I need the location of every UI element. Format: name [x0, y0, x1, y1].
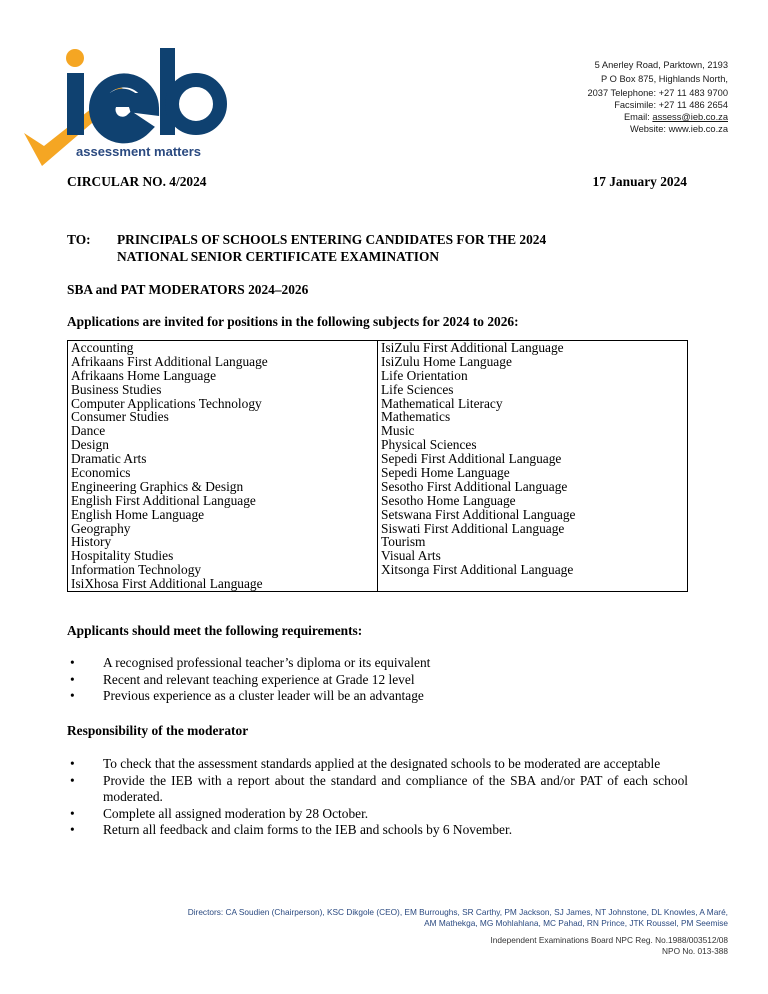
subject-item: Design — [71, 437, 109, 453]
email-line — [587, 111, 728, 123]
responsibility-list — [67, 756, 688, 839]
directors-footer — [188, 907, 728, 929]
subject-item: Business Studies — [71, 381, 162, 397]
subject-item: Afrikaans Home Language — [71, 367, 217, 383]
to-recipients — [117, 232, 546, 265]
subject-item: Siswati First Additional Language — [381, 520, 565, 536]
address-line: P O Box 875, Highlands North, — [601, 74, 728, 84]
responsibility-heading: Responsibility of the moderator — [67, 723, 249, 738]
subject-item: Setswana First Additional Language — [381, 506, 576, 522]
invite-text: Applications are invited for positions in the following subjects for 2024 to 2026: — [67, 314, 519, 329]
requirements-heading: Applicants should meet the following requirements: — [67, 623, 363, 638]
list-item: • To check that the assessment standards applied at the designated schools to be moderated are acceptable — [67, 756, 688, 773]
list-item: • Previous experience as a cluster leader will be an advantage — [67, 688, 688, 705]
address-line: 2037 Telephone: +27 11 483 9700 — [587, 88, 728, 98]
subject-item: Life Sciences — [381, 381, 454, 397]
subject-item: Accounting — [71, 340, 134, 355]
to-line: NATIONAL SENIOR CERTIFICATE EXAMINATION — [117, 248, 440, 264]
address-line: Facsimile: +27 11 486 2654 — [614, 100, 728, 110]
to-line: PRINCIPALS OF SCHOOLS ENTERING CANDIDATES FOR THE 2024 — [117, 232, 547, 247]
subject-item: Physical Sciences — [381, 437, 477, 453]
subject-item: Economics — [71, 465, 131, 481]
subject-item: Sepedi First Additional Language — [381, 451, 562, 467]
list-item: • Recent and relevant teaching experience at Grade 12 level — [67, 672, 688, 689]
subject-item: Life Orientation — [381, 367, 468, 383]
logo-tagline: assessment matters — [76, 144, 202, 159]
to-label: TO: — [67, 232, 91, 247]
subject-item: IsiZulu Home Language — [381, 353, 512, 369]
subject-item: Visual Arts — [381, 548, 441, 564]
website-line: Website: www.ieb.co.za — [629, 124, 728, 134]
list-item: • Provide the IEB with a report about the standard and compliance of the SBA and/or PAT of each school moderated. — [67, 773, 688, 806]
circular-number: CIRCULAR NO. 4/2024 — [67, 174, 207, 189]
address-block — [587, 59, 728, 135]
subjects-left-column — [68, 341, 378, 592]
list-item: • Complete all assigned moderation by 28 October. — [67, 806, 688, 823]
subject-item: Tourism — [381, 534, 426, 550]
subject-item: Computer Applications Technology — [71, 395, 262, 411]
subject-item: Dance — [71, 423, 106, 439]
directors-line: AM Mathekga, MG Mohlahlana, MC Pahad, RN Prince, JTK Roussel, PM Seemise — [424, 918, 728, 928]
subject-item: IsiXhosa First Additional Language — [71, 576, 263, 592]
subject-item: Geography — [71, 520, 131, 536]
npo-number: NPO No. 013-388 — [662, 946, 728, 956]
subject-item — [381, 577, 687, 591]
subject-item: Xitsonga First Additional Language — [381, 562, 574, 578]
list-item: • Return all feedback and claim forms to the IEB and schools by 6 November. — [67, 822, 688, 839]
subject-item: Dramatic Arts — [71, 451, 147, 467]
registration-footer — [490, 935, 728, 957]
email-label: Email: — [623, 112, 653, 122]
subject-item: Sesotho First Additional Language — [381, 478, 568, 494]
circular-date: 17 January 2024 — [592, 174, 687, 189]
subjects-table — [67, 340, 688, 592]
registration-number: Independent Examinations Board NPC Reg. No.1988/003512/08 — [490, 935, 728, 945]
subject-item: Information Technology — [71, 562, 202, 578]
directors-line: Directors: CA Soudien (Chairperson), KSC Dikgole (CEO), EM Burroughs, SR Carthy, PM Jackson, SJ James, NT Johnstone, DL Knowles, A Maré, — [187, 907, 728, 917]
subject-item: English Home Language — [71, 506, 205, 522]
subject-item: History — [71, 534, 112, 550]
subject-item: IsiZulu First Additional Language — [381, 340, 564, 355]
subject-item: Sesotho Home Language — [381, 492, 516, 508]
requirements-list — [67, 655, 688, 705]
email-link[interactable]: assess@ieb.co.za — [652, 112, 728, 122]
subject-item: Hospitality Studies — [71, 548, 174, 564]
subjects-right-column — [378, 341, 688, 592]
list-item: • A recognised professional teacher’s diploma or its equivalent — [67, 655, 688, 672]
subject-item: Consumer Studies — [71, 409, 169, 425]
subject-item: Afrikaans First Additional Language — [71, 353, 268, 369]
subject-item: Engineering Graphics & Design — [71, 478, 244, 494]
address-line: 5 Anerley Road, Parktown, 2193 — [594, 60, 728, 70]
subject-heading: SBA and PAT MODERATORS 2024–2026 — [67, 282, 309, 297]
subject-item: English First Additional Language — [71, 492, 256, 508]
subject-item: Sepedi Home Language — [381, 465, 510, 481]
subject-item: Mathematical Literacy — [381, 395, 503, 411]
subject-item: Music — [381, 423, 415, 439]
subject-item: Mathematics — [381, 409, 451, 425]
ieb-logo — [22, 38, 242, 168]
